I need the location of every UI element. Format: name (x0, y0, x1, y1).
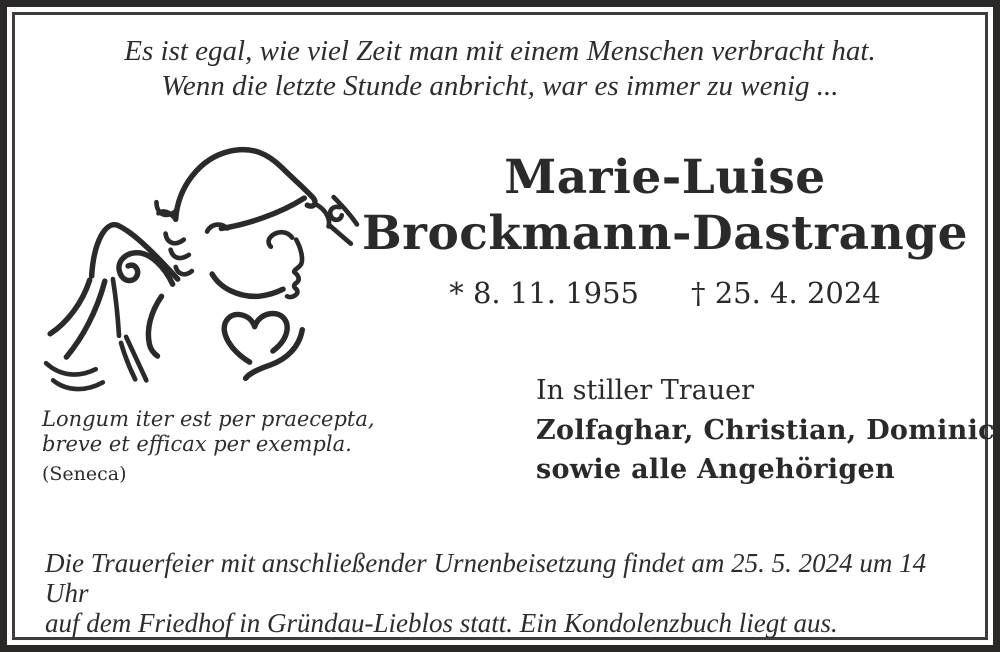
angel-eye-right (269, 232, 293, 247)
life-dates (330, 277, 1000, 309)
funeral-information (45, 548, 960, 638)
angel-wing-curl (119, 253, 173, 284)
mourners-names: Zolfaghar, Christian, Dominic (536, 415, 995, 446)
latin-quote-attribution: (Seneca) (42, 463, 127, 485)
angel-jaw (212, 274, 283, 296)
death-date: † 25. 4. 2024 (691, 276, 881, 310)
angel-neck-wisp (166, 234, 184, 244)
deceased-first-name: Marie-Luise (504, 150, 826, 205)
latin-quote-line2: breve et efficax per exempla. (42, 432, 352, 456)
angel-wing-line (126, 337, 146, 381)
deceased-name (330, 150, 1000, 262)
birth-date: * 8. 11. 1955 (449, 276, 639, 310)
heart-icon (224, 314, 287, 363)
angel-neck-wisp (156, 202, 176, 215)
latin-quote-line1: Longum iter est per praecepta, (42, 407, 375, 431)
funeral-info-line2: auf dem Friedhof in Gründau-Lieblos statt. Ein Kondolenzbuch liegt aus. (45, 608, 838, 638)
angel-wing-edge (50, 280, 89, 334)
angel-back-line (148, 296, 161, 356)
angel-neck-wisp (176, 267, 192, 274)
angel-hair-strand (317, 205, 329, 226)
deceased-last-name: Brockmann-Dastrange (361, 206, 969, 261)
funeral-info-line1: Die Trauerfeier mit anschließender Urnenbeisetzung findet am 25. 5. 2024 um 14 Uhr (45, 548, 927, 608)
angel-heart-illustration-icon (38, 128, 362, 412)
angel-hair-arc (176, 150, 315, 220)
angel-fringe (221, 198, 304, 228)
mourners-suffix: sowie alle Angehörigen (536, 454, 895, 485)
angel-wing-feather (46, 363, 96, 374)
opening-quote (0, 34, 1000, 104)
angel-wing-line (113, 279, 119, 336)
latin-quote (42, 407, 375, 485)
opening-quote-line2: Wenn die letzte Stunde anbricht, war es immer zu wenig ... (161, 70, 839, 102)
angel-wing-feather (53, 380, 103, 389)
mourning-intro: In stiller Trauer (536, 375, 755, 406)
angel-face-profile (287, 240, 302, 297)
opening-quote-line1: Es ist egal, wie viel Zeit man mit einem Menschen verbracht hat. (124, 35, 876, 67)
angel-neck-wisp (171, 250, 189, 258)
angel-arm-curve (246, 330, 303, 379)
